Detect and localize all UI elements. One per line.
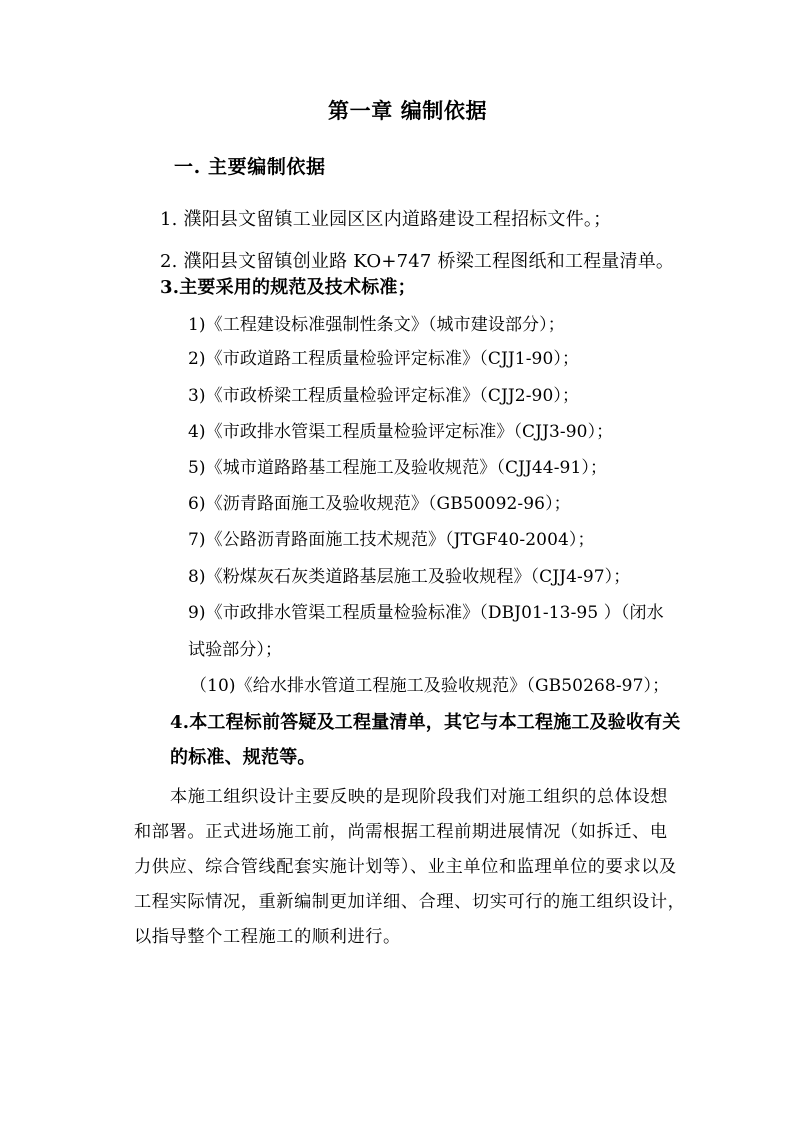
basis-item-2: 2. 濮阳县文留镇创业路 KO+747 桥梁工程图纸和工程量清单。 [160, 251, 675, 272]
standard-item-1: 1)《工程建设标准强制性条文》（城市建设部分）； [188, 315, 565, 335]
paragraph-line-5: 以指导整个工程施工的顺利进行。 [134, 927, 401, 947]
paragraph-line-2: 和部署。正式进场施工前，尚需根据工程前期进展情况（如拆迁、电 [134, 822, 668, 842]
standard-item-3: 3)《市政桥梁工程质量检验评定标准》（CJJ2-90）； [188, 386, 580, 406]
standard-item-10: （10)《给水排水管道工程施工及验收规范》（GB50268-97）； [190, 676, 670, 696]
standard-item-8: 8)《粉煤灰石灰类道路基层施工及验收规程》（CJJ4-97）； [188, 567, 631, 587]
standard-item-9-cont: 试验部分）； [188, 640, 283, 660]
standard-item-5: 5)《城市道路路基工程施工及验收规范》（CJJ44-91）； [188, 458, 608, 478]
section-heading: 一. 主要编制依据 [174, 156, 326, 178]
paragraph-line-3: 力供应、综合管线配套实施计划等）、业主单位和监理单位的要求以及 [134, 857, 677, 877]
paragraph-line-4: 工程实际情况，重新编制更加详细、合理、切实可行的施工组织设计， [134, 892, 686, 912]
standards-heading: 3.主要采用的规范及技术标准； [160, 277, 416, 298]
standard-item-6: 6)《沥青路面施工及验收规范》（GB50092-96）； [188, 494, 571, 514]
paragraph-line-1: 本施工组织设计主要反映的是现阶段我们对施工组织的总体设想 [170, 787, 669, 807]
standard-item-4: 4)《市政排水管渠工程质量检验评定标准》（CJJ3-90）； [188, 422, 614, 442]
chapter-title: 第一章 编制依据 [328, 98, 488, 123]
basis-item-1: 1. 濮阳县文留镇工业园区区内道路建设工程招标文件。； [160, 209, 612, 230]
standard-item-2: 2)《市政道路工程质量检验评定标准》（CJJ1-90）； [188, 349, 580, 369]
item-4-line-1: 4.本工程标前答疑及工程量清单，其它与本工程施工及验收有关 [170, 712, 681, 733]
item-4-line-2: 的标准、规范等。 [170, 747, 316, 768]
standard-item-7: 7)《公路沥青路面施工技术规范》（JTGF40-2004）； [188, 530, 595, 550]
standard-item-9: 9)《市政排水管渠工程质量检验标准》（DBJ01-13-95 ）（闭水 [188, 603, 664, 623]
